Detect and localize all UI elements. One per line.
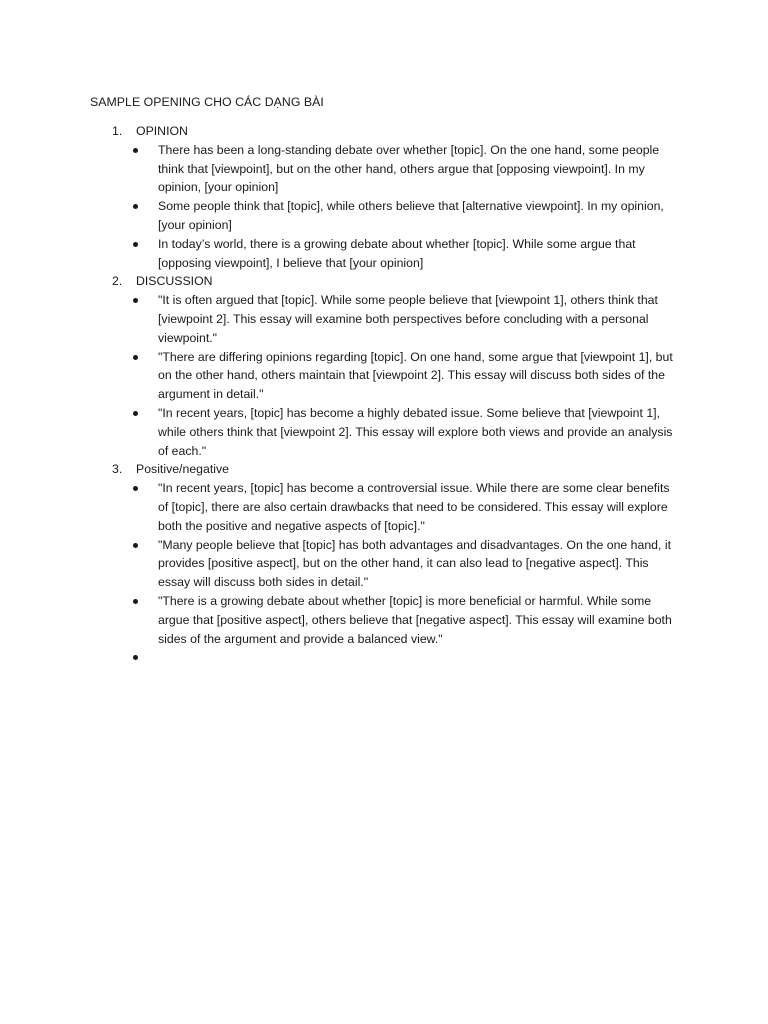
bullet-icon xyxy=(133,543,138,548)
list-item-text xyxy=(158,648,680,667)
section-number: 2. xyxy=(112,274,123,289)
bullet-list xyxy=(0,141,768,273)
section-discussion xyxy=(0,272,768,460)
list-item-text: "Many people believe that [topic] has both advantages and disadvantages. On the one hand, it provides [positive aspect], but on the other hand, it can also lead to [negative aspect]. This essay will discuss both sides in detail." xyxy=(158,537,671,590)
list-item-text: Some people think that [topic], while others believe that [alternative viewpoint]. In my opinion, [your opinion] xyxy=(158,199,664,232)
list-item xyxy=(0,197,680,235)
bullet-icon xyxy=(133,242,138,247)
section-number: 3. xyxy=(112,462,123,477)
section-heading xyxy=(0,122,768,141)
list-item-text: "In recent years, [topic] has become a highly debated issue. Some believe that [viewpoint 1], while others think that [viewpoint 2]. This essay will explore both views and provide an analysis of each." xyxy=(158,405,673,458)
bullet-icon xyxy=(133,204,138,209)
list-item xyxy=(0,404,680,460)
bullet-icon xyxy=(133,355,138,360)
list-item xyxy=(0,348,680,404)
list-item-text: "It is often argued that [topic]. While some people believe that [viewpoint 1], others think that [viewpoint 2]. This essay will examine both perspectives before concluding with a personal viewpoint." xyxy=(158,293,658,345)
section-heading xyxy=(0,272,768,291)
section-opinion xyxy=(0,122,768,272)
section-list xyxy=(0,122,768,667)
list-item xyxy=(0,592,680,648)
section-label: Positive/negative xyxy=(136,462,229,477)
list-item-text: In today’s world, there is a growing debate about whether [topic]. While some argue that [opposing viewpoint], I believe that [your opinion] xyxy=(158,236,636,270)
list-item xyxy=(0,536,680,592)
bullet-icon xyxy=(133,411,138,416)
bullet-list xyxy=(0,291,768,460)
list-item xyxy=(0,479,680,535)
list-item-empty xyxy=(0,648,680,667)
bullet-icon xyxy=(133,655,138,660)
section-label: DISCUSSION xyxy=(136,274,213,289)
list-item-text: There has been a long-standing debate over whether [topic]. On the one hand, some people think that [viewpoint], but on the other hand, others argue that [opposing viewpoint]. In my opinion, [your opinion] xyxy=(158,142,660,195)
bullet-icon xyxy=(133,148,138,153)
bullet-list xyxy=(0,479,768,667)
section-heading xyxy=(0,460,768,479)
list-item-text: "There are differing opinions regarding [topic]. On one hand, some argue that [viewpoint 1], but on the other hand, others maintain that [viewpoint 2]. This essay will discuss both sides of the argument in detail." xyxy=(158,349,673,402)
list-item xyxy=(0,291,680,347)
section-label: OPINION xyxy=(136,124,188,138)
section-positive-negative xyxy=(0,460,768,667)
section-number: 1. xyxy=(112,124,123,138)
bullet-icon xyxy=(133,486,138,491)
bullet-icon xyxy=(133,599,138,604)
list-item-text: "There is a growing debate about whether [topic] is more beneficial or harmful. While some argue that [positive aspect], others believe that [negative aspect]. This essay will examine both sides of the argument and provide a balanced view." xyxy=(158,593,672,646)
list-item xyxy=(0,235,680,273)
bullet-icon xyxy=(133,298,138,303)
document-title: SAMPLE OPENING CHO CÁC DẠNG BÀI xyxy=(90,95,324,109)
list-item-text: "In recent years, [topic] has become a controversial issue. While there are some clear benefits of [topic], there are also certain drawbacks that need to be considered. This essay will explore both the positive and negative aspects of [topic]." xyxy=(158,481,670,533)
list-item xyxy=(0,141,680,197)
